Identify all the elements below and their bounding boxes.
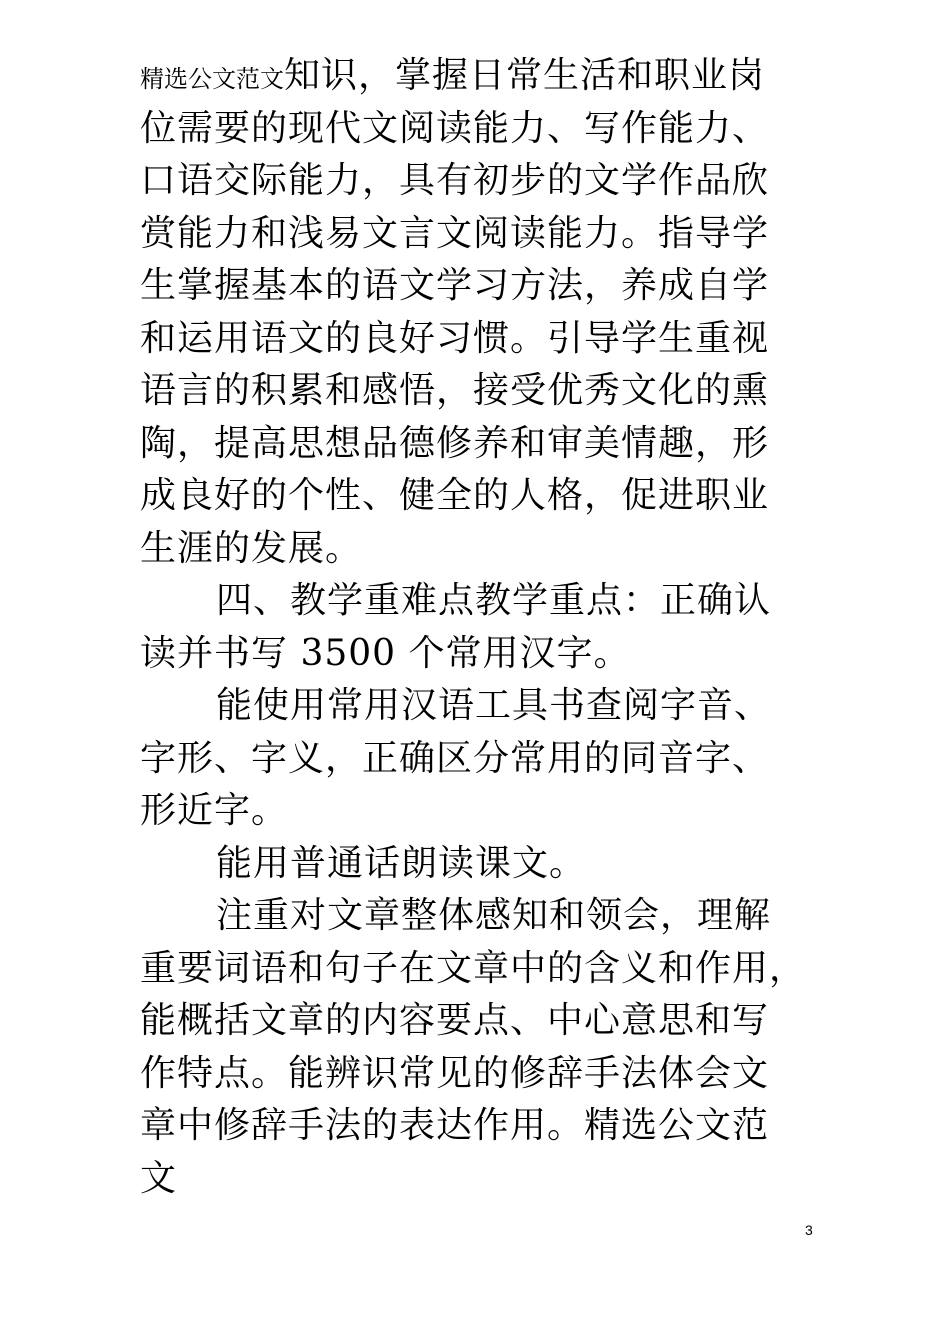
text-line: 字形、字义，正确区分常用的同音字、 xyxy=(140,737,770,779)
text-line: 生涯的发展。 xyxy=(140,527,363,569)
header-watermark: 精选公文范文 xyxy=(140,65,284,93)
text-line: 读并书写 3500 个常用汉字。 xyxy=(140,632,631,674)
paragraph-start-line: 注重对文章整体感知和领会，理解 xyxy=(216,895,772,936)
text-line: 口语交际能力，具有初步的文学作品欣 xyxy=(140,160,770,201)
text-line: 陶，提高思想品德修养和审美情趣，形 xyxy=(140,422,770,464)
text-line: 重要词语和句子在文章中的含义和作用， xyxy=(140,947,807,989)
text-line: 能概括文章的内容要点、中心意思和写 xyxy=(140,1000,770,1041)
text-line xyxy=(140,50,820,103)
text-line: 和运用语文的良好习惯。引导学生重视 xyxy=(140,317,770,359)
text-line: 成良好的个性、健全的人格，促进职业 xyxy=(140,475,770,516)
text-line: 章中修辞手法的表达作用。精选公文范 xyxy=(140,1105,770,1146)
text-line-content: 知识，掌握日常生活和职业岗 xyxy=(284,55,766,96)
text-line: 作特点。能辨识常见的修辞手法体会文 xyxy=(140,1052,770,1094)
page-number: 3 xyxy=(805,1222,813,1238)
paragraph-start-line: 能用普通话朗读课文。 xyxy=(216,842,587,884)
text-line: 赏能力和浅易文言文阅读能力。指导学 xyxy=(140,212,770,254)
text-line: 语言的积累和感悟，接受优秀文化的熏 xyxy=(140,370,770,411)
paragraph-start-line: 能使用常用汉语工具书查阅字音、 xyxy=(216,685,772,726)
body-text xyxy=(140,50,820,1205)
text-line: 形近字。 xyxy=(140,790,289,831)
text-line: 位需要的现代文阅读能力、写作能力、 xyxy=(140,107,770,149)
paragraph-start-line: 四、教学重难点教学重点：正确认 xyxy=(216,580,772,621)
text-line: 文 xyxy=(140,1157,178,1199)
text-line: 生掌握基本的语文学习方法，养成自学 xyxy=(140,265,770,306)
